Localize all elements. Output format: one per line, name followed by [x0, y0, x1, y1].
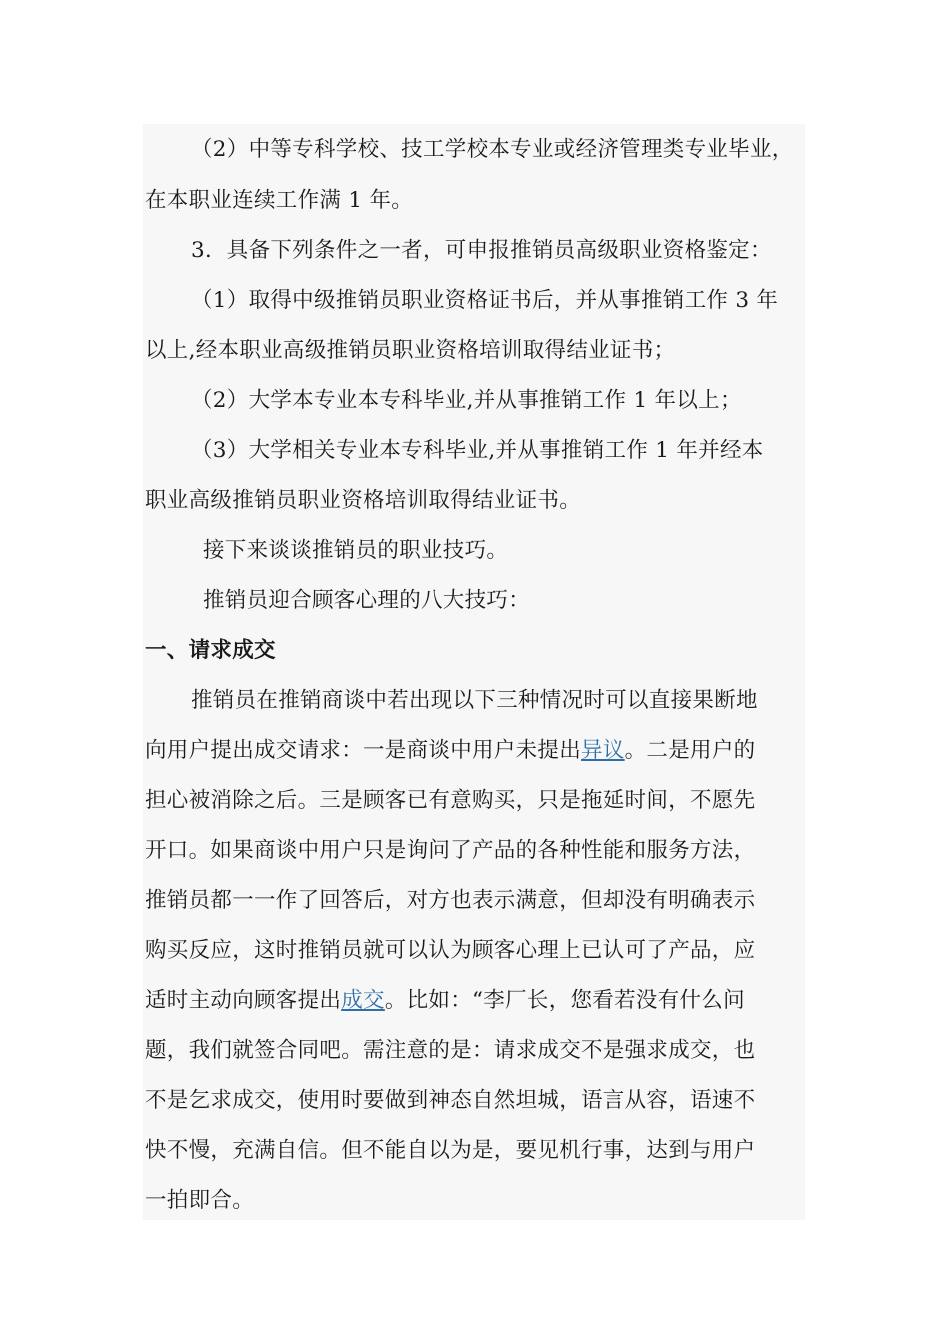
body-line: 不是乞求成交，使用时要做到神态自然坦城，语言从容，语速不	[145, 1088, 756, 1113]
body-line: 推销员在推销商谈中若出现以下三种情况时可以直接果断地	[191, 688, 758, 713]
body-text-segment: 。比如：“李厂长，您看若没有什么问	[384, 988, 745, 1013]
body-line: 开口。如果商谈中用户只是询问了产品的各种性能和服务方法，	[145, 838, 756, 863]
body-line	[145, 986, 745, 1016]
body-text-segment: 。二是用户的	[624, 738, 756, 763]
body-line: 题，我们就签合同吧。需注意的是：请求成交不是强求成交，也	[145, 1038, 756, 1063]
body-line: 一拍即合。	[145, 1188, 255, 1213]
body-line: 推销员都一一作了回答后，对方也表示满意，但却没有明确表示	[145, 888, 756, 913]
section-heading: 一、请求成交	[145, 638, 276, 663]
objection-link[interactable]: 异议	[581, 738, 625, 763]
paragraph-line: 在本职业连续工作满 1 年。	[145, 188, 414, 213]
body-text-segment: 适时主动向顾客提出	[145, 988, 342, 1013]
paragraph-line: 接下来谈谈推销员的职业技巧。	[203, 538, 509, 563]
paragraph-line: （2）大学本专业本专科毕业,并从事推销工作 1 年以上；	[191, 388, 742, 413]
paragraph-line: 3．具备下列条件之一者，可申报推销员高级职业资格鉴定：	[191, 238, 772, 263]
body-line: 快不慢，充满自信。但不能自以为是，要见机行事，达到与用户	[145, 1138, 756, 1163]
body-line: 购买反应，这时推销员就可以认为顾客心理上已认可了产品，应	[145, 938, 756, 963]
body-line: 担心被消除之后。三是顾客已有意购买，只是拖延时间，不愿先	[145, 788, 756, 813]
body-text-segment: 向用户提出成交请求：一是商谈中用户未提出	[145, 738, 582, 763]
deal-link[interactable]: 成交	[341, 988, 385, 1013]
document-page-body	[143, 124, 805, 1220]
body-line	[145, 736, 755, 766]
paragraph-line: （3）大学相关专业本专科毕业,并从事推销工作 1 年并经本	[191, 438, 764, 463]
paragraph-line: （2）中等专科学校、技工学校本专业或经济管理类专业毕业，	[191, 137, 794, 162]
paragraph-line: 职业高级推销员职业资格培训取得结业证书。	[145, 488, 582, 513]
paragraph-line: 推销员迎合顾客心理的八大技巧：	[203, 588, 531, 613]
paragraph-line: 以上,经本职业高级推销员职业资格培训取得结业证书；	[145, 338, 676, 363]
paragraph-line: （1）取得中级推销员职业资格证书后，并从事推销工作 3 年	[191, 288, 779, 313]
